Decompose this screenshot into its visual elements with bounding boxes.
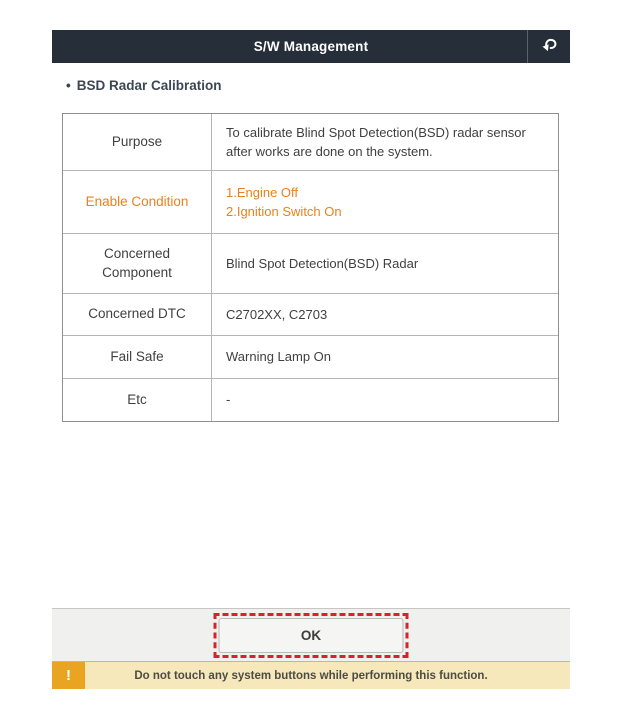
table-row-purpose — [63, 114, 558, 171]
table-row-enable-condition — [63, 171, 558, 234]
row-label: Purpose — [63, 114, 212, 170]
table-row-concerned-dtc — [63, 294, 558, 336]
row-label: Enable Condition — [63, 171, 212, 233]
row-value — [212, 114, 558, 170]
value-line: C2702XX, C2703 — [226, 306, 328, 322]
row-value — [212, 234, 558, 293]
section-heading-label: BSD Radar Calibration — [76, 78, 222, 93]
value-line: - — [226, 392, 231, 408]
ok-button[interactable]: OK — [219, 618, 404, 653]
row-value — [212, 379, 558, 421]
row-value — [212, 294, 558, 335]
table-row-concerned-component — [63, 234, 558, 294]
row-label: Fail Safe — [63, 336, 212, 378]
page-title: S/W Management — [253, 39, 369, 54]
back-button[interactable] — [527, 30, 570, 63]
value-line: Blind Spot Detection(BSD) Radar — [226, 255, 419, 271]
row-label: Concerned DTC — [63, 294, 212, 335]
value-line: 1.Engine Off — [226, 184, 299, 200]
section-heading — [66, 78, 222, 93]
value-line: 2.Ignition Switch On — [226, 204, 342, 219]
exclamation-icon: ! — [52, 662, 85, 689]
title-bar — [52, 30, 570, 63]
footer-bar — [52, 608, 570, 661]
table-row-fail-safe — [63, 336, 558, 379]
calibration-info-table — [62, 113, 559, 422]
ok-button-highlight — [214, 613, 409, 658]
row-value — [212, 171, 558, 233]
row-label: Concerned Component — [63, 234, 212, 293]
return-arrow-icon — [539, 34, 559, 59]
warning-message: Do not touch any system buttons while performing this function. — [134, 669, 488, 682]
warning-bar — [52, 661, 570, 689]
table-row-etc — [63, 379, 558, 421]
row-label: Etc — [63, 379, 212, 421]
row-value — [212, 336, 558, 378]
value-line: To calibrate Blind Spot Detection(BSD) radar sensor after works are done on the system. — [226, 124, 526, 159]
bullet-icon: • — [66, 78, 71, 93]
value-line: Warning Lamp On — [226, 349, 332, 365]
